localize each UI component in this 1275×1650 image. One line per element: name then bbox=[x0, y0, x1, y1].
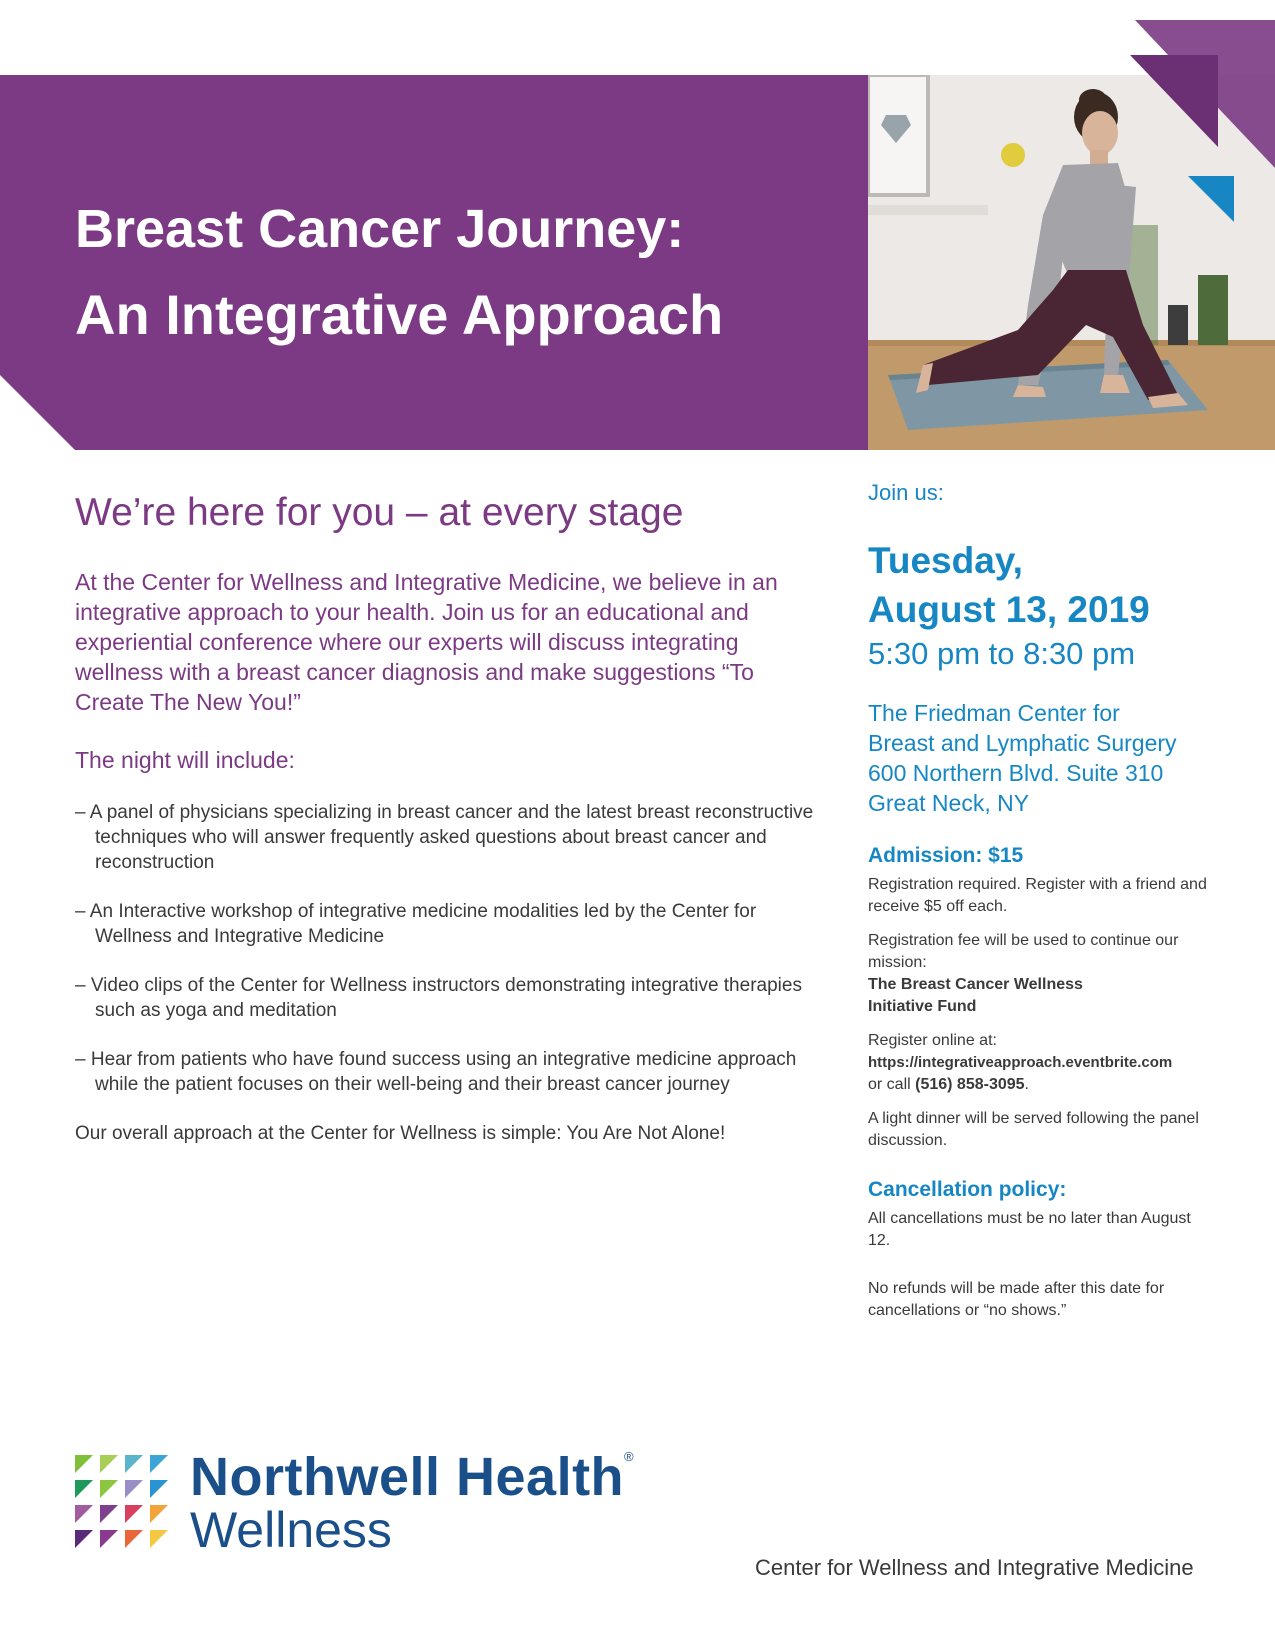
brand-name-text: Northwell Health bbox=[190, 1447, 625, 1507]
header-banner bbox=[0, 75, 868, 450]
bullet-item: – Video clips of the Center for Wellness instructors demonstrating integrative therapies such as yoga and meditation bbox=[75, 974, 802, 1021]
admission-heading: Admission: $15 bbox=[868, 844, 1024, 867]
fund-name: The Breast Cancer Wellness bbox=[868, 976, 1083, 993]
fee-description: Registration fee will be used to continue our mission: bbox=[868, 932, 1179, 971]
cancellation-heading: Cancellation policy: bbox=[868, 1178, 1067, 1201]
event-sidebar bbox=[868, 480, 1208, 1334]
register-label: Register online at: bbox=[868, 1032, 997, 1049]
call-suffix: . bbox=[1024, 1076, 1029, 1093]
bullet-item: – A panel of physicians specializing in breast cancer and the latest breast reconstructive techniques who will answer frequently asked questions about breast cancer and reconstruction bbox=[75, 801, 814, 873]
venue-city: Great Neck, NY bbox=[868, 790, 1030, 816]
venue-line: The Friedman Center for bbox=[868, 700, 1120, 726]
closing-statement: Our overall approach at the Center for Wellness is simple: You Are Not Alone! bbox=[75, 1122, 726, 1144]
section-heading: We’re here for you – at every stage bbox=[75, 491, 684, 534]
page-subtitle: An Integrative Approach bbox=[75, 283, 724, 346]
fund-name: Initiative Fund bbox=[868, 998, 977, 1015]
phone-number[interactable]: (516) 858-3095 bbox=[915, 1076, 1025, 1093]
venue-line: Breast and Lymphatic Surgery bbox=[868, 730, 1177, 756]
event-time: 5:30 pm to 8:30 pm bbox=[868, 636, 1136, 671]
admission-text: Registration required. Register with a friend and receive $5 off each. bbox=[868, 876, 1207, 915]
event-date: August 13, 2019 bbox=[868, 589, 1150, 630]
night-heading: The night will include: bbox=[75, 746, 295, 773]
bullet-item: – An Interactive workshop of integrative medicine modalities led by the Center for Wellness and Integrative Medicine bbox=[75, 900, 757, 947]
call-prefix: or call bbox=[868, 1076, 916, 1093]
footer-center-name: Center for Wellness and Integrative Medicine bbox=[755, 1555, 1194, 1580]
join-label: Join us: bbox=[868, 480, 944, 505]
cancellation-text: All cancellations must be no later than August 12. bbox=[868, 1210, 1191, 1249]
event-venue bbox=[868, 698, 1208, 818]
page-title: Breast Cancer Journey: bbox=[75, 199, 685, 259]
dinner-text: A light dinner will be served following the panel discussion. bbox=[868, 1110, 1199, 1149]
brand-name bbox=[190, 1447, 635, 1507]
fee-text bbox=[868, 930, 1208, 1018]
register-link[interactable]: https://integrativeapproach.eventbrite.com bbox=[868, 1054, 1173, 1071]
registered-mark: ® bbox=[624, 1449, 635, 1464]
bullet-item: – Hear from patients who have found success using an integrative medicine approach while the patient focuses on their well-being and their breast cancer journey bbox=[75, 1048, 797, 1095]
intro-paragraph: At the Center for Wellness and Integrative Medicine, we believe in an integrative approach to your health. Join us for an educational and experiential conference where our experts will discuss integrating wellness with a breast cancer diagnosis and make suggestions “To Create The New You!” bbox=[75, 568, 778, 715]
northwell-logo-icon bbox=[75, 1455, 175, 1555]
event-day: Tuesday, bbox=[868, 540, 1023, 581]
main-content bbox=[75, 490, 815, 1146]
refund-text: No refunds will be made after this date for cancellations or “no shows.” bbox=[868, 1280, 1165, 1319]
register-info bbox=[868, 1030, 1208, 1096]
brand-division: Wellness bbox=[190, 1502, 392, 1558]
venue-address: 600 Northern Blvd. Suite 310 bbox=[868, 760, 1164, 786]
